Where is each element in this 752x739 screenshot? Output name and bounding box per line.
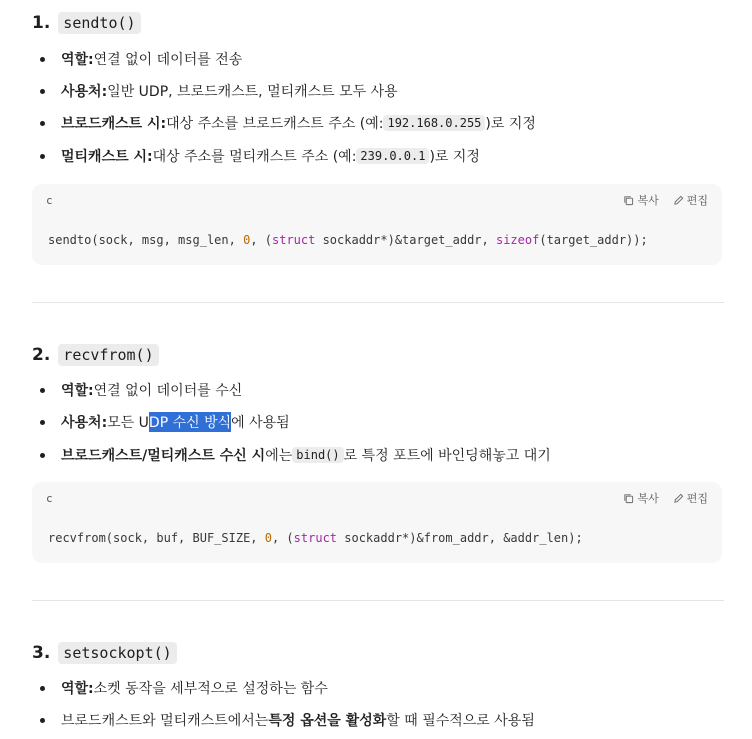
bullet-text: 대상 주소를 브로드캐스트 주소 (예: [166,116,384,132]
function-name: sendto() [58,12,140,34]
bullet-text: 에는 [265,448,293,464]
bullet-text: 연결 없이 데이터를 전송 [93,52,243,68]
code-text: (target_addr)); [539,233,648,247]
code-language: c [46,194,53,207]
bullet-text: )로 지정 [429,149,480,165]
inline-code: 192.168.0.255 [383,115,485,131]
bullet-dot [40,686,45,691]
section-number: 2. [32,345,51,365]
bullet-label: 브로드캐스트/멀티캐스트 수신 시 [61,448,266,464]
code-keyword: struct [272,233,316,247]
bullet-text: 브로드캐스트와 멀티캐스트에서는 [61,713,269,729]
code-text: recvfrom(sock, buf, BUF_SIZE, [48,531,265,545]
copy-icon [623,195,634,206]
bullet-label: 역할: [61,681,94,697]
code-keyword: struct [293,531,338,545]
copy-label: 복사 [637,492,659,505]
bullet-text: 대상 주소를 멀티캐스트 주소 (예: [152,149,357,165]
code-text: sendto(sock, msg, msg_len, [48,233,244,247]
selected-text[interactable]: DP 수신 방식 [149,412,231,432]
copy-label: 복사 [637,194,659,207]
section-1-heading [32,12,141,34]
code-number: 0 [243,233,251,247]
list-item [40,412,290,432]
code-text: , ( [271,531,294,545]
edit-label: 편집 [686,492,708,505]
bullet-label: 사용처: [61,84,108,100]
bullet-label: 역할: [61,383,94,399]
code-line [48,233,648,247]
bullet-text: 에 사용됨 [231,415,290,431]
code-keyword: sizeof [495,233,540,247]
bullet-text: 로 특정 포트에 바인딩해놓고 대기 [343,448,551,464]
section-2-heading [32,344,159,366]
edit-button[interactable] [673,490,708,506]
list-item [40,445,551,465]
list-item [40,710,535,730]
bullet-label: 브로드캐스트 시: [61,116,167,132]
bullet-text: 일반 UDP, 브로드캐스트, 멀티캐스트 모두 사용 [107,84,398,100]
code-text: , ( [250,233,272,247]
bullet-bold-text: 특정 옵션을 활성화 [268,713,387,729]
section-number: 3. [32,643,51,663]
edit-button[interactable] [673,192,708,208]
copy-icon [623,493,634,504]
edit-label: 편집 [686,194,708,207]
list-item [40,49,242,69]
bullet-text: 모든 U [107,415,149,431]
copy-button[interactable] [623,490,658,506]
function-name: recvfrom() [58,344,158,366]
bullet-dot [40,453,45,458]
bullet-dot [40,57,45,62]
bullet-text: 할 때 필수적으로 사용됨 [386,713,535,729]
bullet-dot [40,718,45,723]
copy-button[interactable] [623,192,658,208]
bullet-dot [40,154,45,159]
bullet-label: 사용처: [61,415,108,431]
pencil-icon [673,195,684,206]
section-number: 1. [32,13,51,33]
code-line [48,531,583,545]
bullet-dot [40,121,45,126]
divider [32,302,724,303]
bullet-dot [40,420,45,425]
bullet-label: 역할: [61,52,94,68]
divider [32,600,724,601]
code-block [32,184,722,265]
code-text: sockaddr*)&target_addr, [315,233,496,247]
code-number: 0 [264,531,272,545]
list-item [40,146,480,166]
bullet-text: 소켓 동작을 세부적으로 설정하는 함수 [93,681,328,697]
bullet-dot [40,388,45,393]
list-item [40,678,328,698]
section-3-heading [32,642,177,664]
list-item [40,380,242,400]
bullet-text: )로 지정 [485,116,536,132]
code-text: sockaddr*)&from_addr, &addr_len); [337,531,583,545]
inline-code: 239.0.0.1 [356,148,429,164]
code-language: c [46,492,53,505]
bullet-text: 연결 없이 데이터를 수신 [93,383,243,399]
function-name: setsockopt() [58,642,176,664]
code-block [32,482,722,563]
inline-code: bind() [292,447,343,463]
list-item [40,113,536,133]
bullet-label: 멀티캐스트 시: [61,149,153,165]
list-item [40,81,398,101]
bullet-dot [40,89,45,94]
pencil-icon [673,493,684,504]
